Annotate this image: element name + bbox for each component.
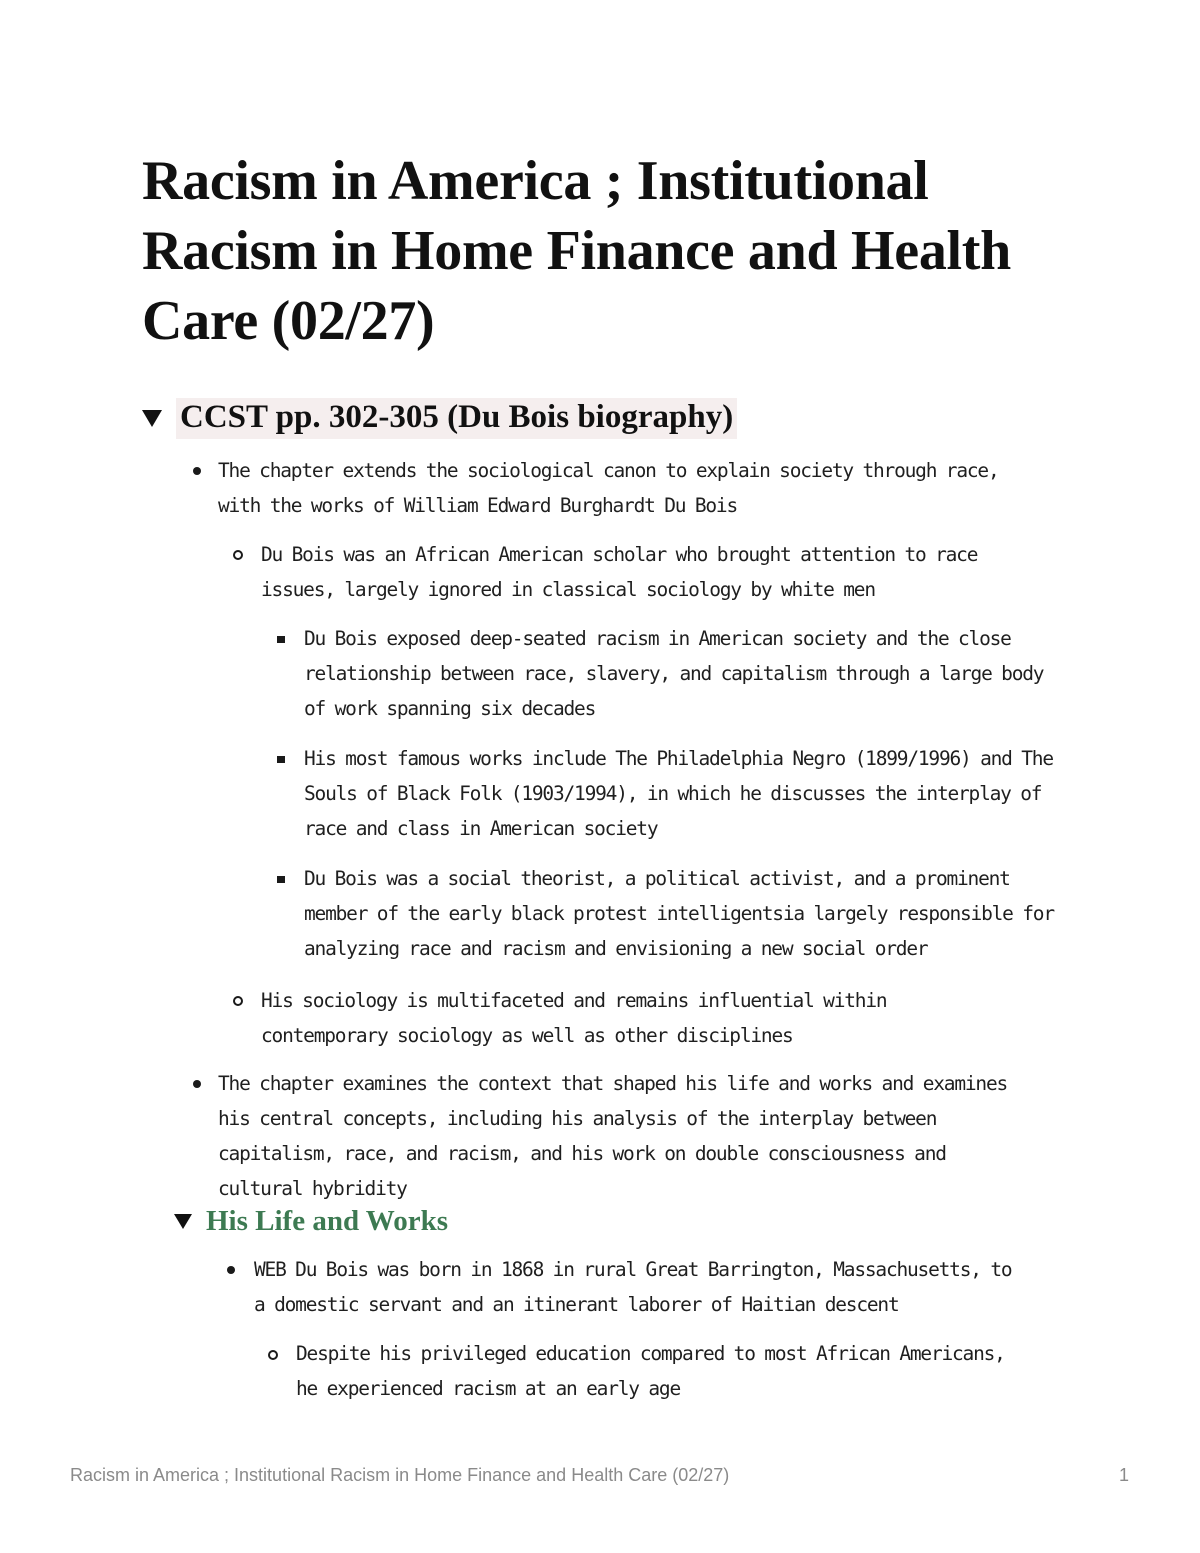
toggle-heading-life-and-works[interactable] — [174, 1201, 448, 1241]
toggle-heading-label: CCST pp. 302-305 (Du Bois biography) — [176, 398, 737, 439]
disc-bullet-icon — [193, 1080, 201, 1088]
list-item: Du Bois was an African American scholar who brought attention to race issues, largely ignored in classical sociology by white men — [261, 543, 978, 601]
circle-bullet-icon — [268, 1350, 278, 1360]
circle-bullet-icon — [233, 996, 243, 1006]
list-item: The chapter examines the context that shaped his life and works and examines his central concepts, including his analysis of the interplay between capitalism, race, and racism, and his work on double consciousness and cultural hybridity — [218, 1072, 1008, 1200]
list-item: WEB Du Bois was born in 1868 in rural Great Barrington, Massachusetts, to a domestic servant and an itinerant laborer of Haitian descent — [254, 1258, 1012, 1316]
list-item: Du Bois exposed deep-seated racism in American society and the close relationship between race, slavery, and capitalism through a large body of work spanning six decades — [304, 627, 1044, 720]
page-number: 1 — [1118, 1465, 1129, 1485]
list-item: The chapter extends the sociological canon to explain society through race, with the works of William Edward Burghardt Du Bois — [218, 459, 999, 517]
toggle-heading-label: His Life and Works — [206, 1204, 448, 1237]
footer-title: Racism in America ; Institutional Racism in Home Finance and Health Care (02/27) — [70, 1465, 730, 1485]
disc-bullet-icon — [227, 1266, 235, 1274]
toggle-triangle-icon[interactable] — [174, 1214, 192, 1229]
circle-bullet-icon — [233, 550, 243, 560]
square-bullet-icon — [277, 756, 285, 763]
disc-bullet-icon — [193, 467, 201, 475]
toggle-heading-ccst[interactable] — [142, 396, 737, 440]
square-bullet-icon — [277, 876, 285, 883]
list-item: Du Bois was a social theorist, a political activist, and a prominent member of the early black protest intelligentsia largely responsible for analyzing race and racism and envisioning a new social order — [304, 867, 1054, 960]
toggle-triangle-icon[interactable] — [142, 410, 162, 427]
list-item: His sociology is multifaceted and remains influential within contemporary sociology as well as other disciplines — [261, 989, 887, 1047]
list-item: His most famous works include The Philadelphia Negro (1899/1996) and The Souls of Black Folk (1903/1994), in which he discusses the interplay of race and class in American society — [304, 747, 1053, 840]
list-item: Despite his privileged education compared to most African Americans, he experienced racism at an early age — [296, 1342, 1005, 1400]
square-bullet-icon — [277, 636, 285, 643]
page-title: Racism in America ; Institutional Racism in Home Finance and Health Care (02/27) — [142, 150, 1011, 352]
